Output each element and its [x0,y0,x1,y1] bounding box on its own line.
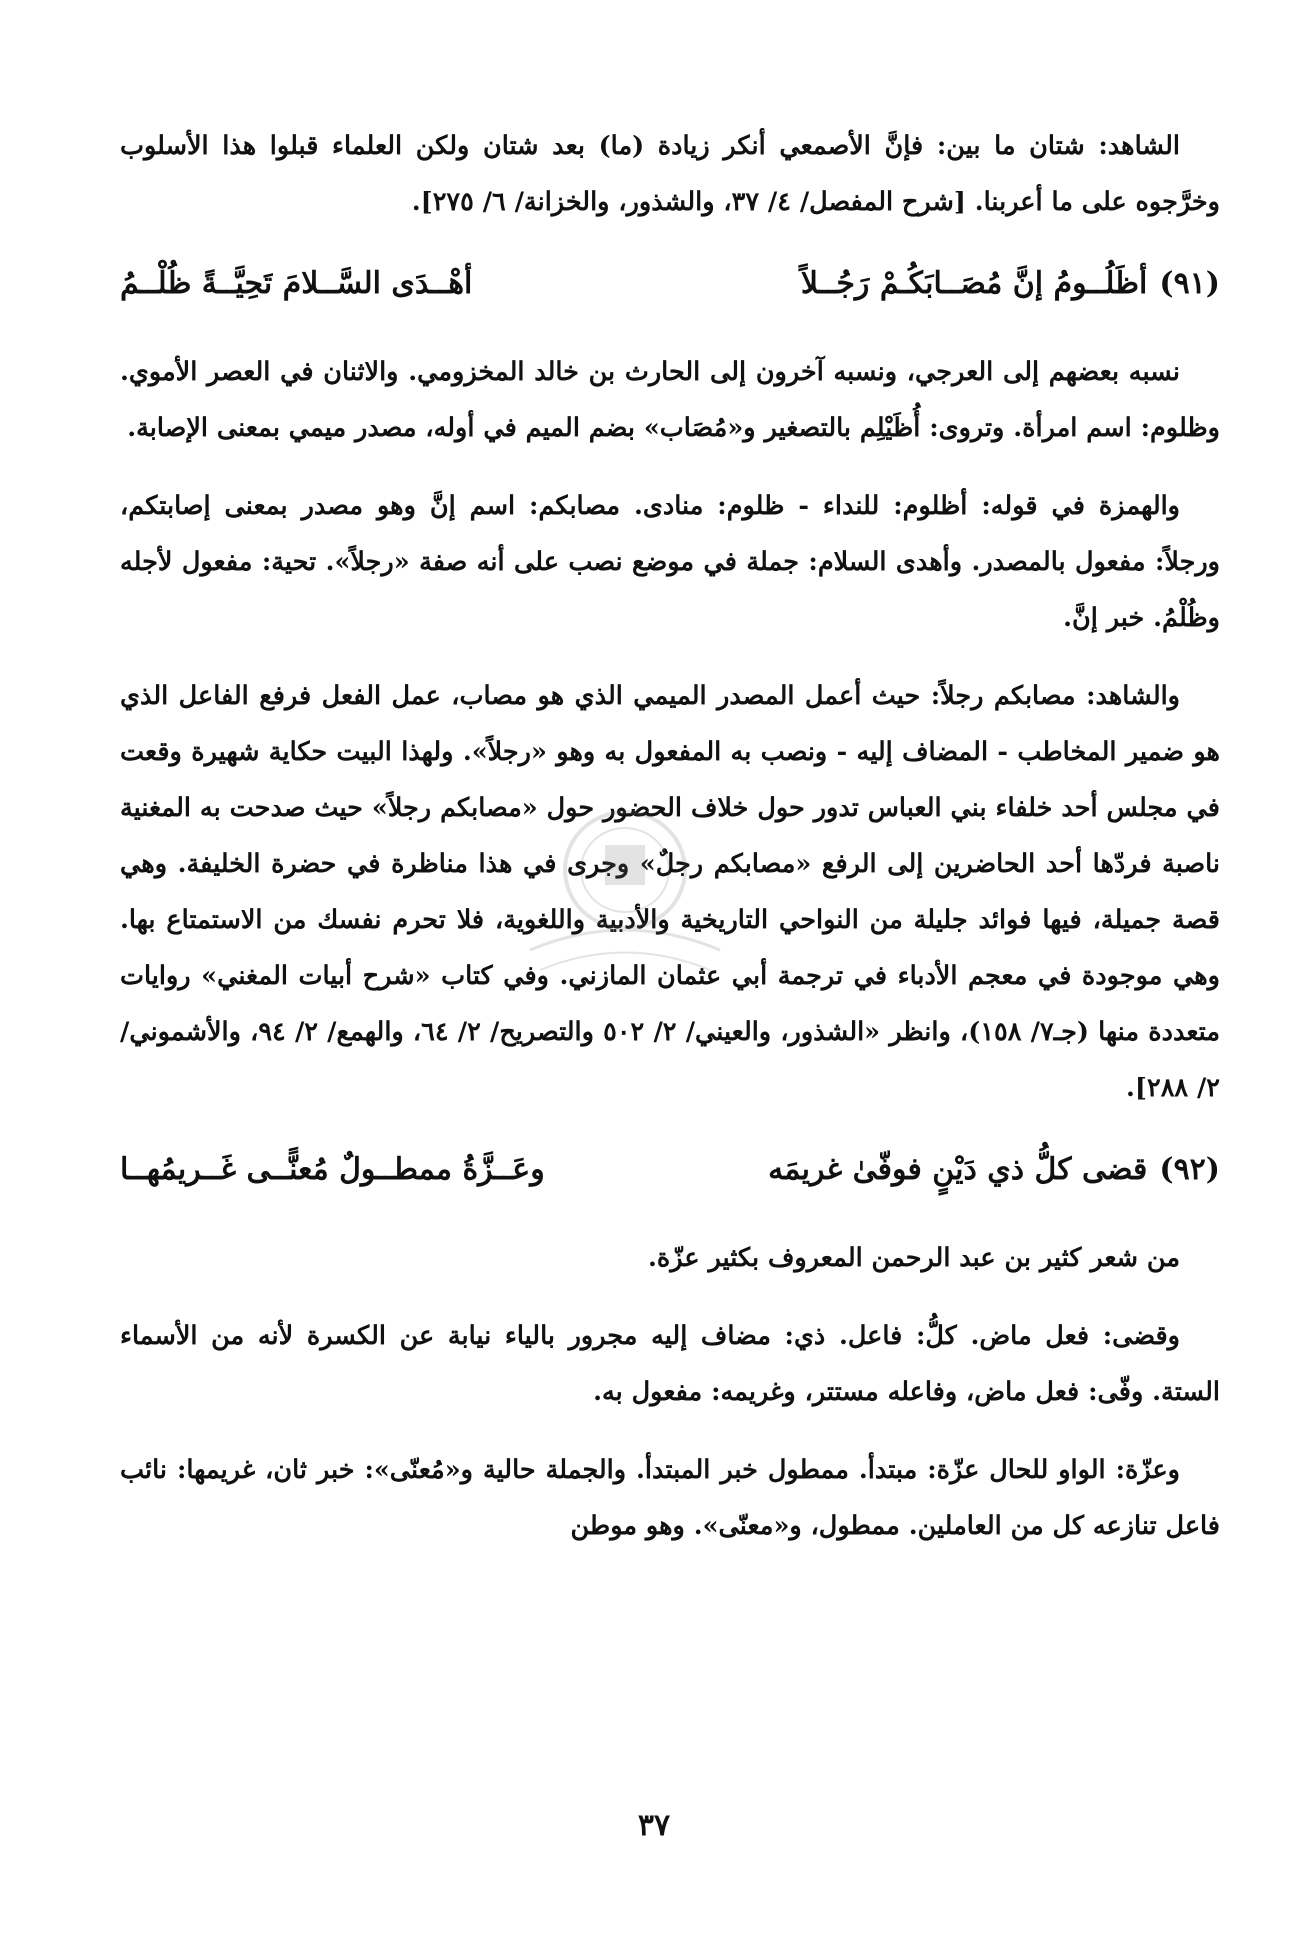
page-number: ٣٧ [637,1808,671,1843]
verse-91 [120,252,1220,316]
paragraph-irab-91: والهمزة في قوله: أظلوم: للنداء - ظلوم: منادى. مصابكم: اسم إنَّ وهو مصدر بمعنى إصابتكم، ورجلاً: مفعول بالمصدر. وأهدى السلام: جملة في موضع نصب على أنه صفة «رجلاً». تحية: مفعول لأجله وظُلْمُ. خبر إنَّ. [120,491,1220,633]
verse-second-hemistich: أهْــدَى السَّــلامَ تَحِيَّــةً ظُلْــمُ [119,266,473,301]
verse-number: (٩١) [1159,266,1220,301]
paragraph-shahid-91: والشاهد: مصابكم رجلاً: حيث أعمل المصدر الميمي الذي هو مصاب، عمل الفعل فرفع الفاعل الذي هو ضمير المخاطب - المضاف إليه - ونصب به المفعول به وهو «رجلاً». ولهذا البيت حكاية شهيرة وقعت في مجلس أحد خلفاء بني العباس تدور حول خلاف الحضور حول «مصابكم رجلاً» حيث صدحت به المغنية ناصبة فردّها أحد الحاضرين إلى الرفع «مصابكم رجلٌ» وجرى في هذا مناظرة في حضرة الخليفة. وهي قصة جميلة، فيها فوائد جليلة من النواحي التاريخية والأدبية واللغوية، فلا تحرم نفسك من الاستمتاع بها. وهي موجودة في معجم الأدباء في ترجمة أبي عثمان المازني. وفي كتاب «شرح أبيات المغني» روايات متعددة منها (جـ٧/ ١٥٨)، وانظر «الشذور، والعيني/ ٢/ ٥٠٢ والتصريح/ ٢/ ٦٤، والهمع/ ٢/ ٩٤، والأشموني/ ٢/ ٢٨٨]. [120,681,1220,1103]
paragraph-irab-92-a: وقضى: فعل ماض. كلُّ: فاعل. ذي: مضاف إليه مجرور بالياء نيابة عن الكسرة لأنه من الأسماء الستة. وفّى: فعل ماض، وفاعله مستتر، وغريمه: مفعول به. [120,1321,1220,1407]
verse-92 [120,1138,1220,1202]
paragraph-attribution-92: من شعر كثير بن عبد الرحمن المعروف بكثير عزّة. [648,1243,1180,1273]
verse-number: (٩٢) [1159,1152,1220,1187]
verse-first-hemistich: قضى كلُّ ذي دَيْنٍ فوفّىٰ غريمَه [768,1152,1148,1187]
paragraph-irab-92-b: وعزّة: الواو للحال عزّة: مبتدأ. ممطول خبر المبتدأ. والجملة حالية و«مُعنّى»: خبر ثان، غريمها: نائب فاعل تنازعه كل من العاملين. ممطول، و«معنّى». وهو موطن [120,1455,1220,1541]
verse-first-hemistich: أظَلُــومُ إنَّ مُصَــابَكُـمْ رَجُــلاً [800,266,1148,301]
paragraph-shahid-shattan: الشاهد: شتان ما بين: فإنَّ الأصمعي أنكر زيادة (ما) بعد شتان ولكن العلماء قبلوا هذا الأسلوب وخرَّجوه على ما أعربنا. [شرح المفصل/ ٤/ ٣٧، والشذور، والخزانة/ ٦/ ٢٧٥]. [120,131,1220,217]
verse-second-hemistich: وعَــزَّةُ ممطــولٌ مُعنًّــى غَــريمُهــا [119,1152,545,1187]
watermark-seal-icon [520,800,730,990]
paragraph-attribution-91: نسبه بعضهم إلى العرجي، ونسبه آخرون إلى الحارث بن خالد المخزومي. والاثنان في العصر الأموي. وظلوم: اسم امرأة. وتروى: أُظَيْلِم بالتصغير و«مُصَاب» بضم الميم في أوله، مصدر ميمي بمعنى الإصابة. [120,357,1220,443]
